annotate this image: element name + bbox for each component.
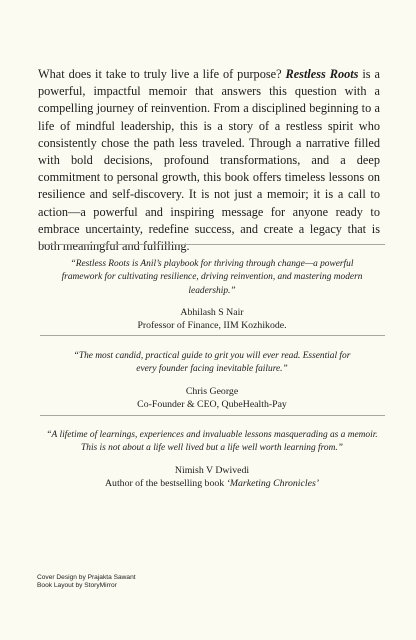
blurb-lead: What does it take to truly live a life of purpose? [38, 67, 286, 81]
reviewer-role: Co-Founder & CEO, QubeHealth-Pay [137, 399, 287, 411]
credits [37, 574, 136, 590]
reviewer-name: Nimish V Dwivedi [174, 464, 250, 476]
cover-design-credit: Cover Design by Prajakta Sawant [37, 574, 136, 581]
review-block [44, 350, 380, 411]
divider [40, 335, 385, 336]
review-block [44, 429, 380, 490]
reviewer-name: Abhilash S Nair [180, 307, 244, 319]
review-quote: “A lifetime of learnings, experiences and invaluable lessons masquerading as a memoir. This is not about a life well lived but a life well worth learning from.” [46, 430, 378, 454]
reviewer-role: Professor of Finance, IIM Kozhikode. [137, 320, 287, 332]
reviewer-book-title: ‘Marketing Chronicles’ [226, 478, 320, 490]
book-blurb [38, 66, 380, 255]
reviewer-role-text: Author of the bestselling book [104, 478, 227, 490]
divider [40, 244, 385, 245]
reviewer-role [44, 477, 380, 490]
reviewer-name: Chris George [185, 385, 239, 397]
review-quote: “Restless Roots is Anil’s playbook for thriving through change—a powerful framework for cultivating resilience, driving reinvention, and mastering modern leadership.” [61, 259, 363, 296]
review-block [44, 258, 380, 333]
blurb-body: is a powerful, impactful memoir that answers this question with a compelling journey of reinvention. From a disciplined beginning to a life of mindful leadership, this is a story of a restless spirit who consistently chose the path less traveled. Through a narrative filled with bold decisions, profound transformations, and a deep commitment to personal growth, this book offers timeless lessons on resilience and self-discovery. It is not just a memoir; it is a call to action—a powerful and inspiring message for anyone ready to embrace uncertainty, redefine success, and create a legacy that is both meaningful and fulfilling. [38, 67, 380, 254]
blurb-book-title: Restless Roots [285, 67, 359, 81]
divider [40, 415, 385, 416]
review-quote: “The most candid, practical guide to grit you will ever read. Essential for every founder facing inevitable failure.” [73, 351, 351, 375]
book-layout-credit: Book Layout by StoryMirror [37, 582, 117, 589]
